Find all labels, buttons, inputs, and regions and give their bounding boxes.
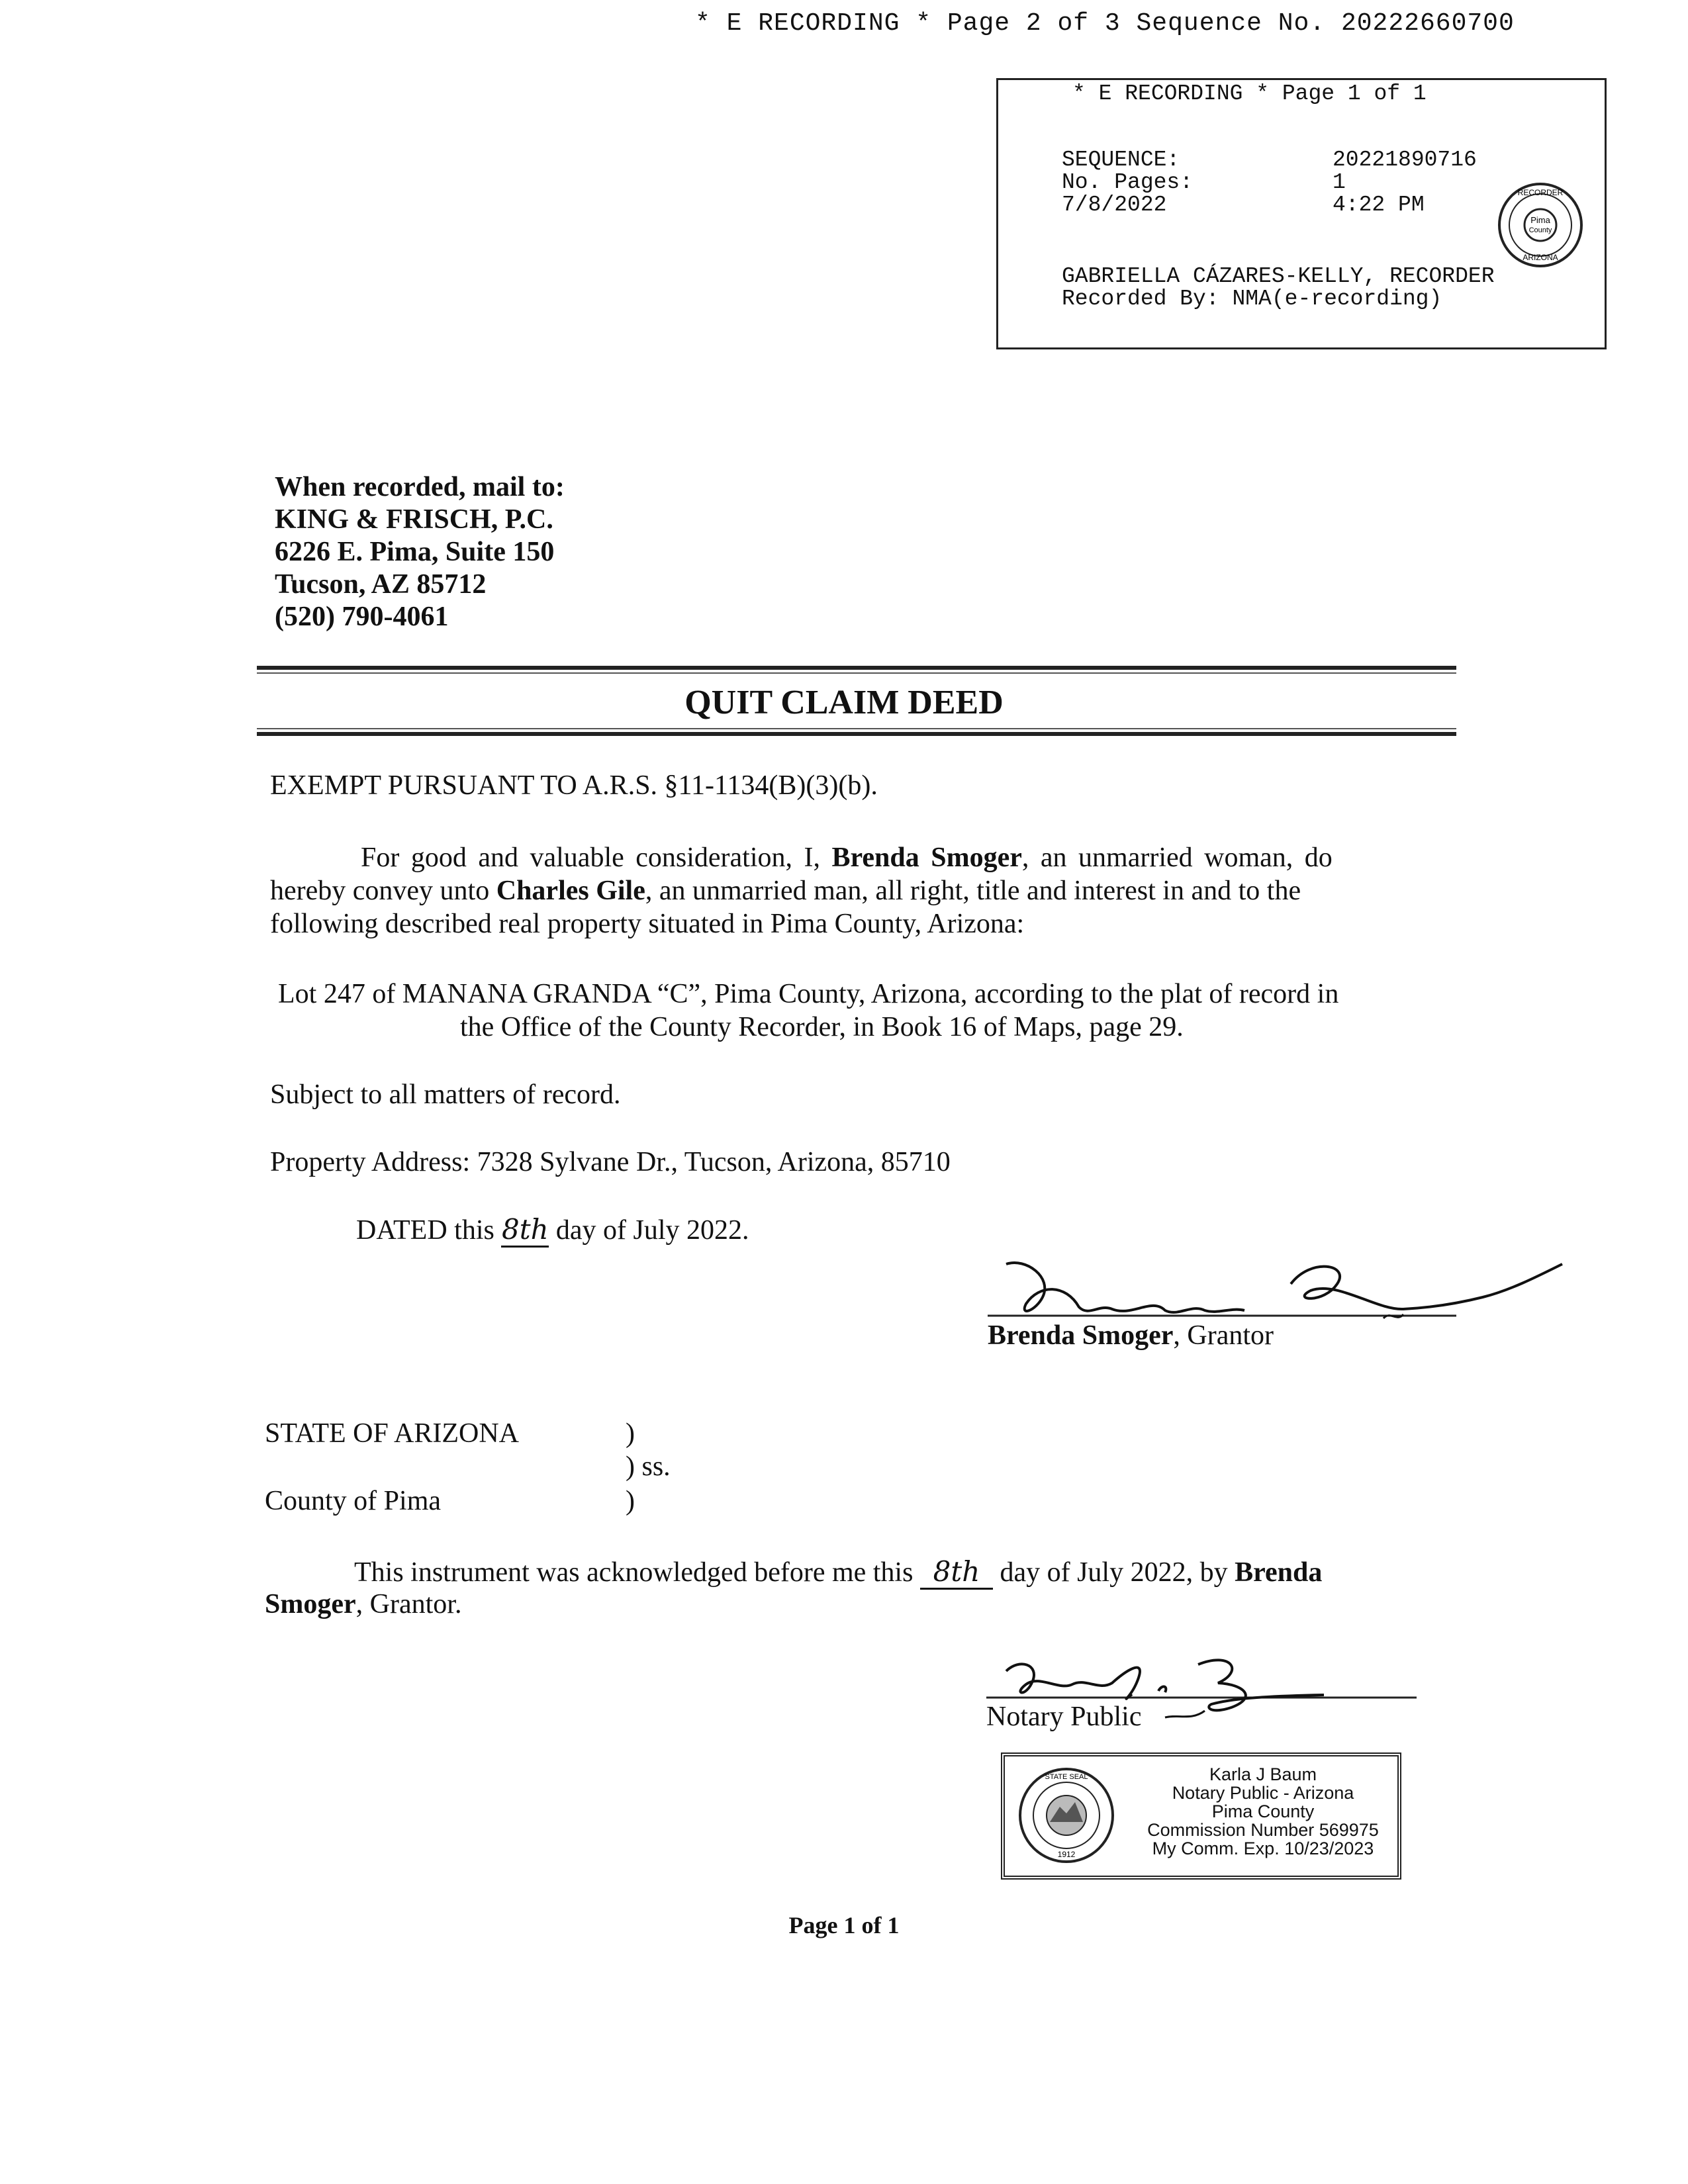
dated-day-blank: 8th bbox=[501, 1213, 549, 1248]
deed-title: QUIT CLAIM DEED bbox=[684, 684, 1004, 721]
svg-text:County: County bbox=[1528, 226, 1552, 234]
svg-text:RECORDER: RECORDER bbox=[1517, 188, 1564, 197]
venue-county: County of Pima bbox=[265, 1486, 442, 1516]
stamp-recorder: GABRIELLA CÁZARES-KELLY, RECORDER bbox=[1062, 264, 1495, 289]
mail-to-street: 6226 E. Pima, Suite 150 bbox=[275, 537, 555, 567]
property-address: Property Address: 7328 Sylvane Dr., Tucson, Arizona, 85710 bbox=[270, 1147, 951, 1177]
stamp-time: 4:22 PM bbox=[1333, 193, 1425, 217]
acknowledgment-day-blank: 8th bbox=[920, 1555, 993, 1590]
mail-to-city: Tucson, AZ 85712 bbox=[275, 569, 487, 600]
notary-seal bbox=[1001, 1752, 1401, 1880]
subject-to: Subject to all matters of record. bbox=[270, 1079, 621, 1110]
seal-county: Pima County bbox=[1211, 1801, 1315, 1821]
venue-ss: ) ss. bbox=[626, 1451, 671, 1482]
stamp-title: * E RECORDING * Page 1 of 1 bbox=[1072, 81, 1427, 106]
venue-paren-3: ) bbox=[626, 1486, 635, 1516]
svg-text:1912: 1912 bbox=[1057, 1850, 1076, 1859]
title-rule-bottom-thin bbox=[257, 728, 1456, 729]
notary-public-label: Notary Public bbox=[986, 1702, 1142, 1732]
legal-description-line-1: Lot 247 of MANANA GRANDA “C”, Pima County, Arizona, according to the plat of record in bbox=[278, 979, 1339, 1009]
stamp-recorded-by: Recorded By: NMA(e-recording) bbox=[1062, 287, 1442, 311]
mail-to-phone: (520) 790-4061 bbox=[275, 602, 449, 632]
acknowledgment-line-2: Smoger, Grantor. bbox=[265, 1589, 462, 1619]
legal-description-line-2: the Office of the County Recorder, in Book 16 of Maps, page 29. bbox=[460, 1012, 1184, 1042]
title-rule-top bbox=[257, 666, 1456, 670]
grantee-name: Charles Gile bbox=[496, 876, 645, 906]
svg-text:Pima: Pima bbox=[1530, 215, 1550, 225]
grantor-name: Brenda Smoger bbox=[831, 842, 1022, 873]
stamp-date: 7/8/2022 bbox=[1062, 193, 1167, 217]
stamp-pages-label: No. Pages: bbox=[1062, 170, 1194, 195]
exempt-statement: EXEMPT PURSUANT TO A.R.S. §11-1134(B)(3)(b). bbox=[270, 770, 878, 801]
dated-line: DATED this 8th day of July 2022. bbox=[356, 1213, 749, 1248]
seal-notary-name: Karla J Baum bbox=[1209, 1764, 1317, 1784]
svg-text:STATE SEAL: STATE SEAL bbox=[1045, 1773, 1088, 1781]
venue-state: STATE OF ARIZONA bbox=[265, 1418, 519, 1449]
recording-stamp bbox=[996, 78, 1607, 349]
seal-commission-number: Commission Number 569975 bbox=[1147, 1820, 1379, 1840]
title-rule-top-thin bbox=[257, 672, 1456, 674]
conveyance-line-2: hereby convey unto Charles Gile, an unmarried man, all right, title and interest in and to the bbox=[270, 876, 1301, 906]
recording-header: * E RECORDING * Page 2 of 3 Sequence No. 20222660700 bbox=[695, 9, 1515, 38]
seal-notary-title: Notary Public - Arizona bbox=[1172, 1783, 1354, 1803]
conveyance-line-1: For good and valuable consideration, I, Brenda Smoger, an unmarried woman, do bbox=[361, 842, 1333, 873]
acknowledgment-line-1: This instrument was acknowledged before me this 8th day of July 2022, by Brenda bbox=[354, 1555, 1322, 1590]
svg-text:ARIZONA: ARIZONA bbox=[1523, 253, 1558, 262]
stamp-sequence-value: 20221890716 bbox=[1333, 148, 1477, 172]
stamp-pages-value: 1 bbox=[1333, 170, 1346, 195]
arizona-state-seal-icon bbox=[1017, 1766, 1116, 1865]
mail-to-firm: KING & FRISCH, P.C. bbox=[275, 504, 553, 535]
conveyance-line-3: following described real property situated in Pima County, Arizona: bbox=[270, 909, 1025, 939]
stamp-sequence-label: SEQUENCE: bbox=[1062, 148, 1180, 172]
county-recorder-seal-icon bbox=[1496, 181, 1585, 269]
page-footer: Page 1 of 1 bbox=[788, 1912, 900, 1938]
venue-paren-1: ) bbox=[626, 1418, 635, 1449]
mail-to-block bbox=[275, 471, 565, 633]
grantor-signature-caption: Brenda Smoger, Grantor bbox=[988, 1320, 1274, 1351]
seal-commission-expiry: My Comm. Exp. 10/23/2023 bbox=[1152, 1839, 1374, 1858]
title-rule-bottom bbox=[257, 732, 1456, 736]
mail-to-heading: When recorded, mail to: bbox=[275, 472, 565, 502]
